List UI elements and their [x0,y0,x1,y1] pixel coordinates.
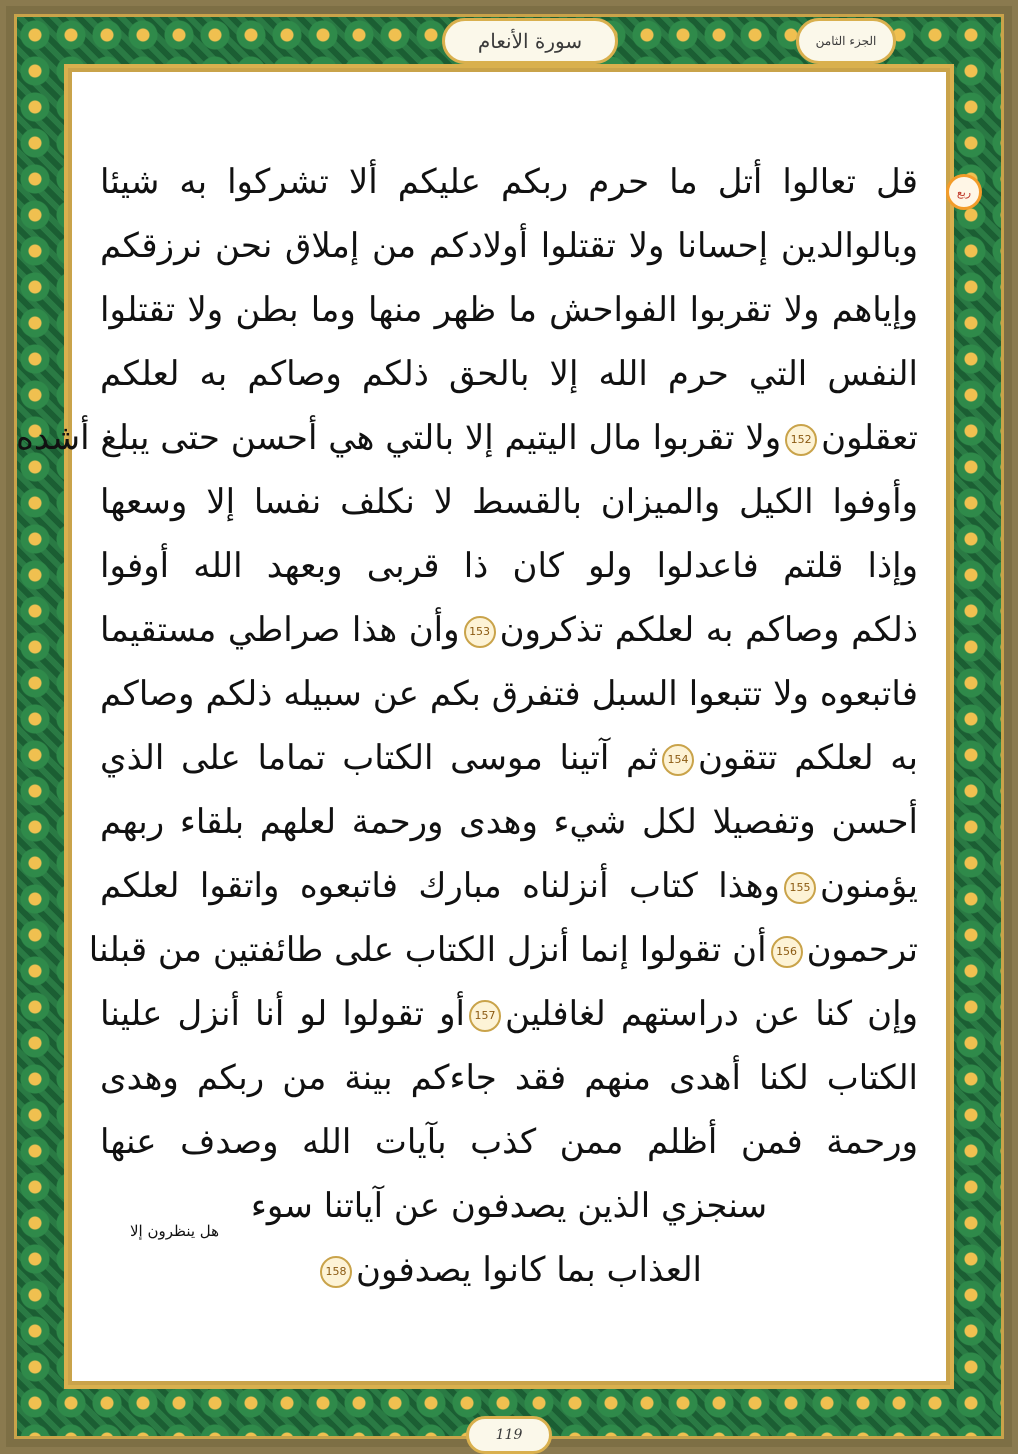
ayah-number-marker: 153 [464,616,496,648]
verse-line: فاتبعوه ولا تتبعوا السبل فتفرق بكم عن سبيله ذلكم وصاكم [100,674,918,714]
verse-line: النفس التي حرم الله إلا بالحق ذلكم وصاكم به لعلكم [100,354,918,394]
verse-line: به لعلكم تتقون154ثم آتينا موسى الكتاب تماما على الذي [100,738,918,778]
verse-line: ذلكم وصاكم به لعلكم تذكرون153وأن هذا صراطي مستقيما [100,610,919,650]
surah-name-cartouche [442,18,618,64]
verse-line: وأوفوا الكيل والميزان بالقسط لا نكلف نفسا إلا وسعها [100,482,918,522]
verse-line: وإن كنا عن دراستهم لغافلين157أو تقولوا لو أنا أنزل علينا [100,994,918,1034]
verse-line: وإياهم ولا تقربوا الفواحش ما ظهر منها وما بطن ولا تقتلوا [100,290,918,330]
verse-line: يؤمنون155وهذا كتاب أنزلناه مبارك فاتبعوه واتقوا لعلكم [100,866,918,906]
verse-line: تعقلون152ولا تقربوا مال اليتيم إلا بالتي هي أحسن حتى يبلغ أشده [16,418,918,458]
surah-name: سورة الأنعام [477,29,583,53]
ayah-number-marker: 156 [771,936,803,968]
page-number-cartouche [466,1416,552,1454]
verse-line: الكتاب لكنا أهدى منهم فقد جاءكم بينة من ربكم وهدى [100,1058,918,1098]
page-number: 119 [495,1427,523,1443]
verse-line: وبالوالدين إحسانا ولا تقتلوا أولادكم من إملاق نحن نرزقكم [100,226,918,266]
verse-line: وإذا قلتم فاعدلوا ولو كان ذا قربى وبعهد الله أوفوا [100,546,918,586]
verse-line: قل تعالوا أتل ما حرم ربكم عليكم ألا تشركوا به شيئا [100,162,918,202]
ayah-number-marker: 157 [469,1000,501,1032]
verse-line: ترحمون156أن تقولوا إنما أنزل الكتاب على طائفتين من قبلنا [88,930,918,970]
ayah-number-marker: 154 [662,744,694,776]
juz-cartouche [796,18,896,64]
rub-label: ربع [956,185,972,199]
ayah-number-marker: 152 [785,424,817,456]
verse-line: العذاب بما كانوا يصدفون158 [100,1238,918,1302]
ayah-number-marker: 158 [320,1256,352,1288]
verse-line: أحسن وتفصيلا لكل شيء وهدى ورحمة لعلهم بلقاء ربهم [100,802,918,842]
verse-line: سنجزي الذين يصدفون عن آياتنا سوء [250,1186,768,1226]
ayah-number-marker: 155 [784,872,816,904]
verse-line: ورحمة فمن أظلم ممن كذب بآيات الله وصدف عنها [100,1122,918,1162]
verses-text [16,150,919,1302]
catchword: هل ينظرون إلا [130,1222,220,1240]
rub-marker-icon [946,174,982,210]
juz-label: الجزء الثامن [815,34,877,48]
